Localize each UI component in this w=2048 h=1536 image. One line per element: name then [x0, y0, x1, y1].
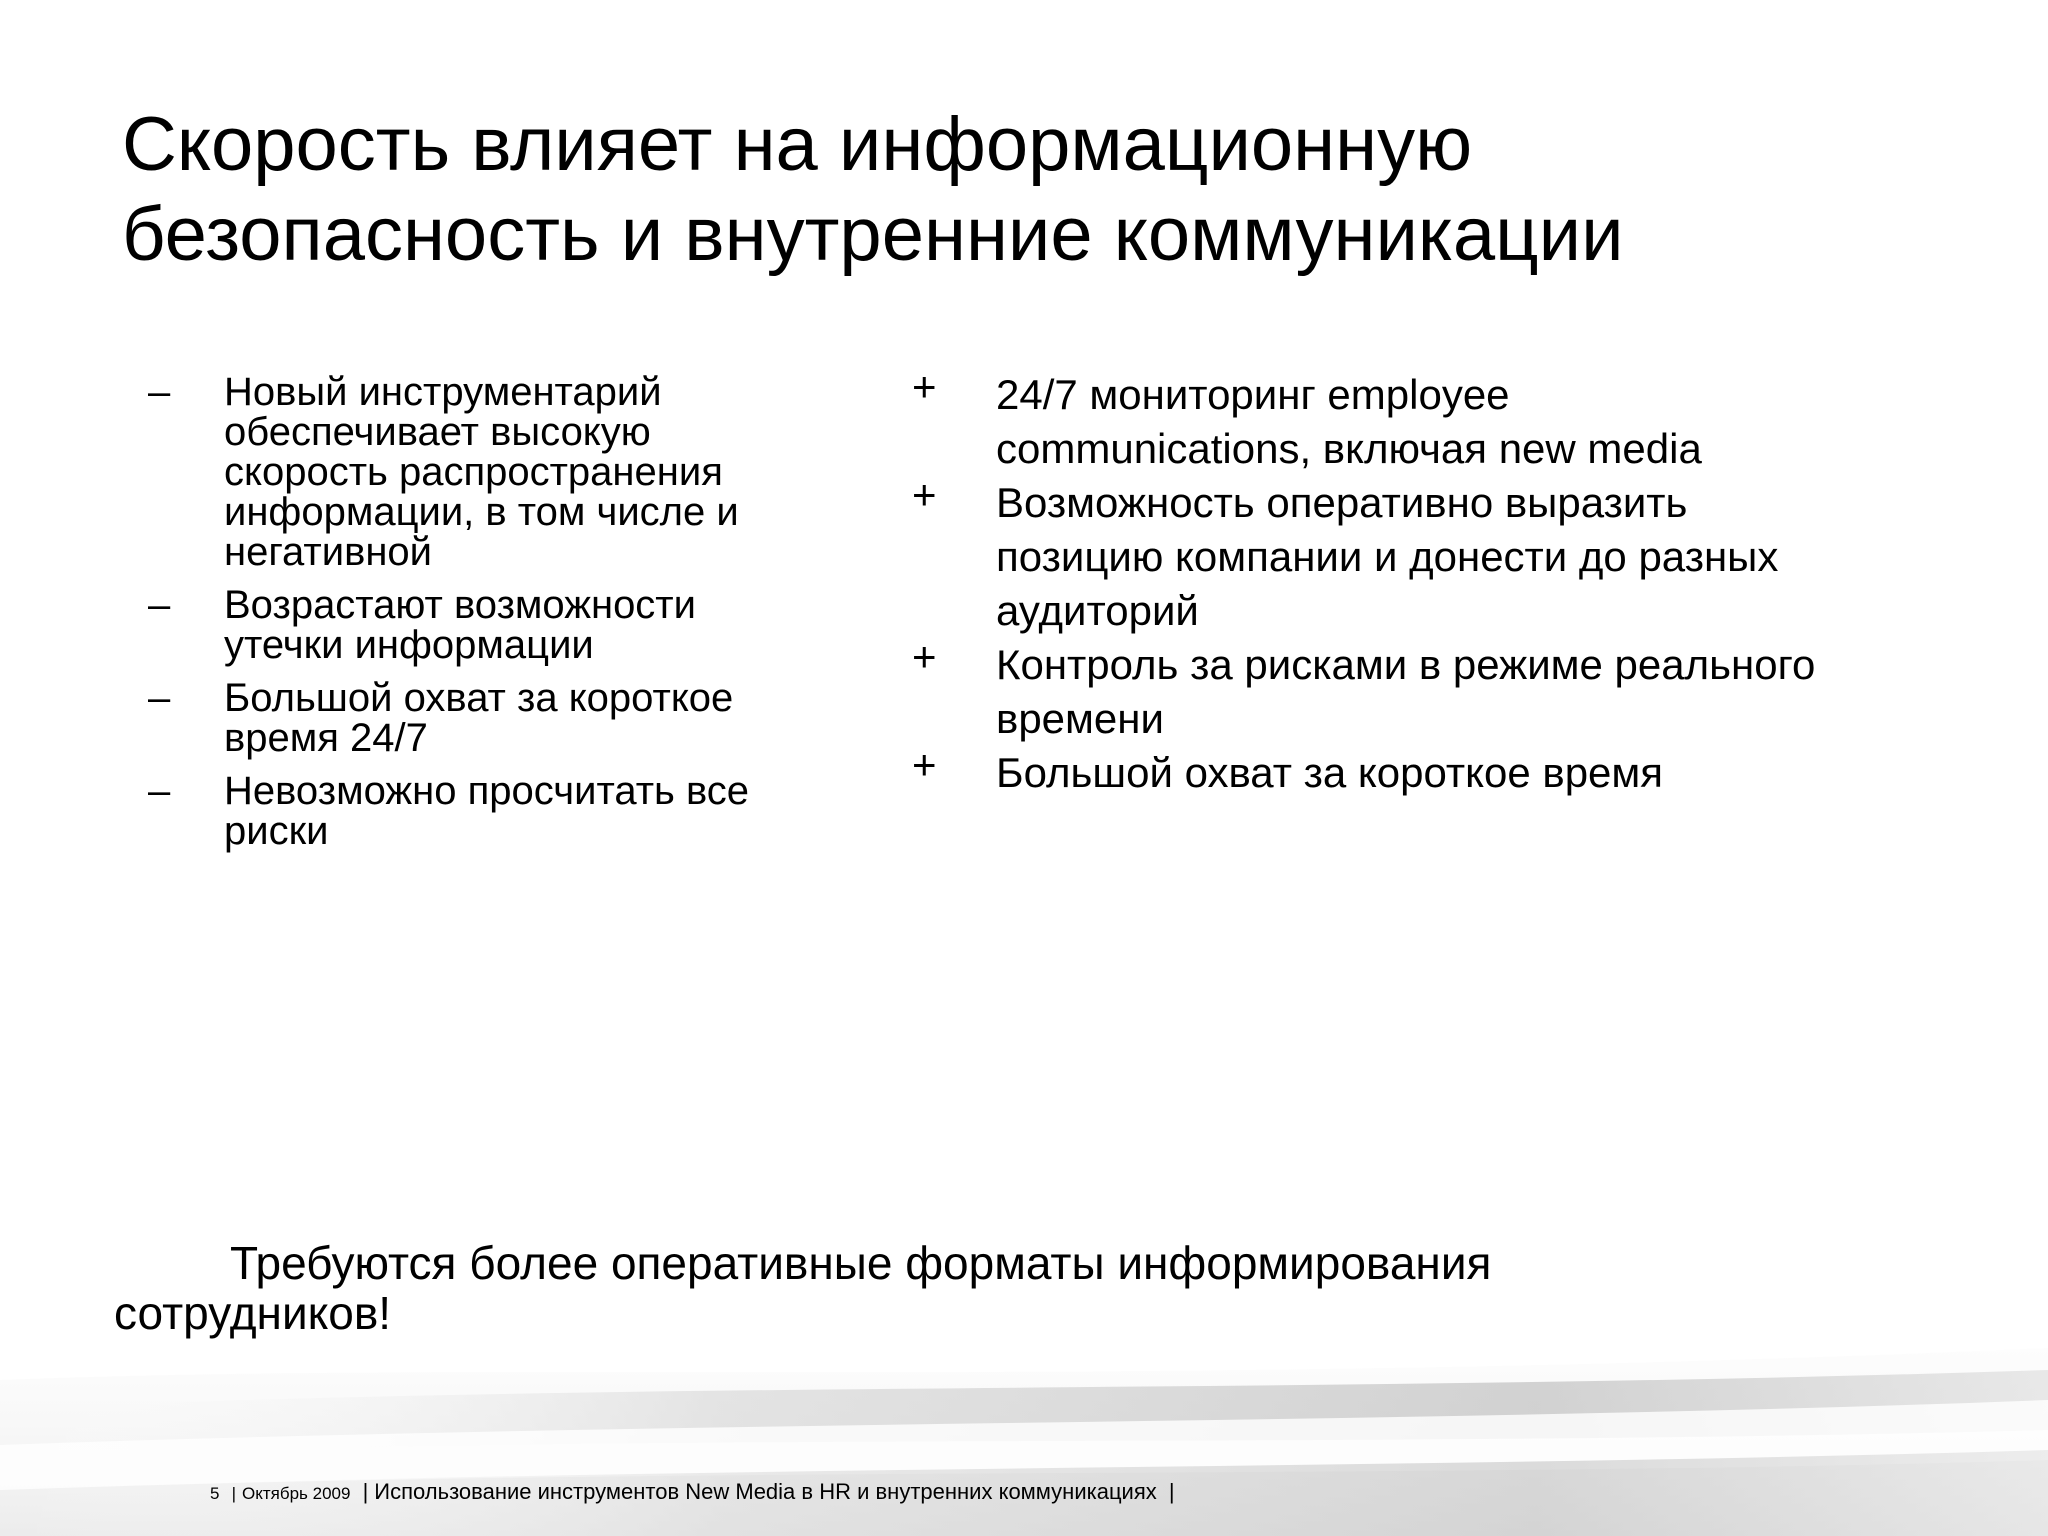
risk-item-line: информации, в том числе и: [224, 490, 739, 534]
plus-marker: +: [912, 471, 937, 518]
risk-item-line: утечки информации: [224, 623, 594, 667]
risk-item-line: обеспечивает высокую: [224, 410, 651, 454]
conclusion-line-2: сотрудников!: [114, 1287, 392, 1339]
risk-item-line: Новый инструментарий: [224, 370, 662, 414]
risk-item: [148, 585, 868, 665]
footer-separator: |: [362, 1479, 369, 1504]
risk-item-line: Возрастают возможности: [224, 583, 696, 627]
benefit-item-line: communications, включая new media: [996, 425, 1702, 472]
footer: [210, 1478, 1181, 1508]
footer-separator: |: [231, 1484, 237, 1503]
slide-title-line-2: безопасность и внутренние коммуникации: [122, 192, 1624, 277]
footer-page-number: 5: [210, 1484, 220, 1503]
footer-separator: |: [1168, 1479, 1175, 1504]
benefit-item: [912, 471, 1972, 638]
benefit-item: [912, 741, 1972, 800]
conclusion-text: [114, 1237, 1932, 1339]
slide-title-line-1: Скорость влияет на информационную: [122, 102, 1473, 187]
risk-item: [148, 372, 868, 572]
benefit-item-line: Возможность оперативно выразить: [996, 479, 1688, 526]
conclusion-line-1: Требуются более оперативные форматы информирования: [230, 1237, 1492, 1289]
benefit-item-line: Большой охват за короткое время: [996, 749, 1664, 796]
risk-item: [148, 678, 868, 758]
slide-title: [122, 100, 1922, 280]
risk-item-line: скорость распространения: [224, 450, 723, 494]
benefit-item-line: 24/7 мониторинг employee: [996, 371, 1510, 418]
risk-item-line: время 24/7: [224, 716, 428, 760]
footer-presentation-title: Использование инструментов New Media в HR и внутренних коммуникациях: [374, 1479, 1157, 1504]
risks-list: [148, 372, 868, 864]
risk-item-line: риски: [224, 809, 329, 853]
benefits-list: [912, 363, 1972, 800]
risk-item-line: Большой охват за короткое: [224, 676, 734, 720]
dash-marker: –: [148, 370, 171, 414]
risk-item-line: негативной: [224, 530, 433, 574]
risk-item: [148, 771, 868, 851]
dash-marker: –: [148, 583, 171, 627]
plus-marker: +: [912, 741, 937, 788]
benefit-item: [912, 363, 1972, 476]
plus-marker: +: [912, 633, 937, 680]
dash-marker: –: [148, 676, 171, 720]
benefit-item-line: позицию компании и донести до разных: [996, 533, 1779, 580]
benefit-item: [912, 633, 1972, 746]
risk-item-line: Невозможно просчитать все: [224, 769, 750, 813]
plus-marker: +: [912, 363, 937, 410]
dash-marker: –: [148, 769, 171, 813]
footer-date: Октябрь 2009: [242, 1484, 351, 1503]
benefit-item-line: Контроль за рисками в режиме реального: [996, 641, 1816, 688]
benefit-item-line: времени: [996, 695, 1164, 742]
benefit-item-line: аудиторий: [996, 587, 1199, 634]
